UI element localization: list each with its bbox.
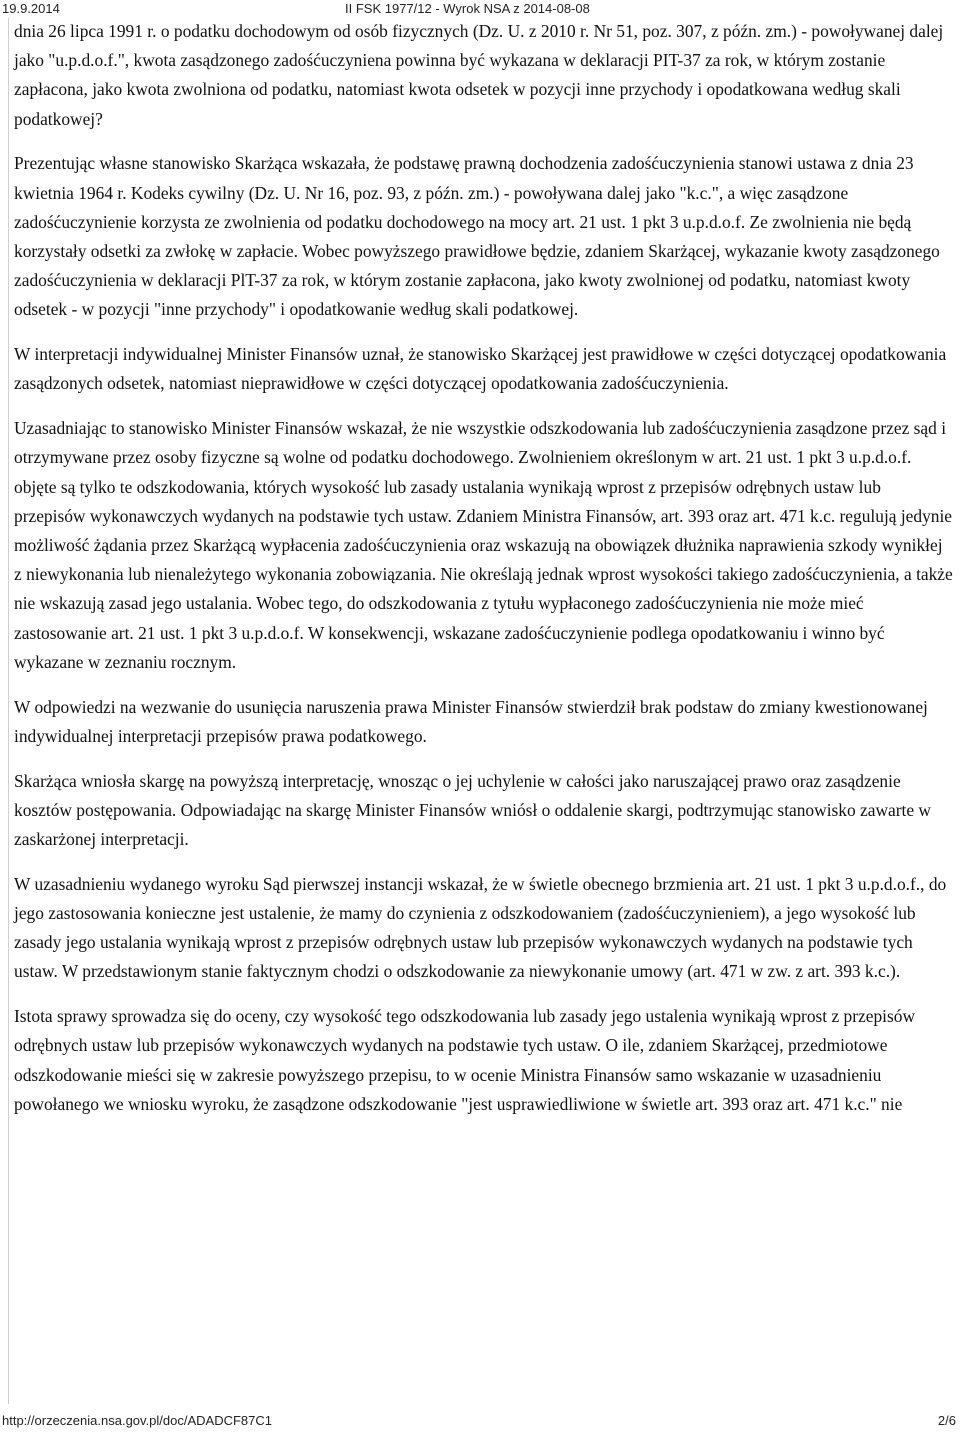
paragraph-7: W uzasadnieniu wydanego wyroku Sąd pierwszej instancji wskazał, że w świetle obecnego brzmienia art. 21 ust. 1 pkt 3 u.p.d.o.f., do jego zastosowania konieczne jest ustalenie, że mamy do czynienia z odszkodowaniem (zadośćuczynieniem), a jego wysokość lub zasady jego ustalania wynikają wprost z przepisów odrębnych ustaw lub przepisów wykonawczych wydanych na podstawie tych ustaw. W przedstawionym stanie faktycznym chodzi o odszkodowanie za niewykonanie umowy (art. 471 w zw. z art. 393 k.c.). xyxy=(14,873,947,982)
source-url[interactable]: http://orzeczenia.nsa.gov.pl/doc/ADADCF87C1 xyxy=(2,1413,273,1428)
page-number: 2/6 xyxy=(937,1413,956,1428)
paragraph-8: Istota sprawy sprowadza się do oceny, czy wysokość tego odszkodowania lub zasady jego ustalenia wynikają wprost z przepisów odrębnych ustaw lub przepisów wykonawczych wydanych na podstawie tych ustaw. O ile, zdaniem Skarżącej, przedmiotowe odszkodowanie mieści się w zakresie powyższego przepisu, to w ocenie Ministra Finansów samo wskazanie w uzasadnieniu powołanego we wniosku wyroku, że zasądzone odszkodowanie "jest usprawiedliwione w świetle art. 393 oraz art. 471 k.c." nie xyxy=(14,1006,916,1114)
paragraph-2: Prezentując własne stanowisko Skarżąca wskazała, że podstawę prawną dochodzenia zadośćuczynienia stanowi ustawa z dnia 23 kwietnia 1964 r. Kodeks cywilny (Dz. U. Nr 16, poz. 93, z późn. zm.) - powoływana dalej jako "k.c.", a więc zasądzone zadośćuczynienie korzysta ze zwolnienia od podatku dochodowego na mocy art. 21 ust. 1 pkt 3 u.p.d.o.f. Ze zwolnienia nie będą korzystały odsetki za zwłokę w zapłacie. Wobec powyższego prawidłowe będzie, zdaniem Skarżącej, wykazanie kwoty zasądzonego zadośćuczynienia w deklaracji PlT-37 za rok, w którym zostanie zapłacona, jako kwoty zwolnionej od podatku, natomiast kwoty odsetek - w pozycji "inne przychody" i opodatkowanie według skali podatkowej. xyxy=(14,153,940,320)
paragraph-3: W interpretacji indywidualnej Minister Finansów uznał, że stanowisko Skarżącej jest prawidłowe w części dotyczącej opodatkowania zasądzonych odsetek, natomiast nieprawidłowe w części dotyczącej opodatkowania zadośćuczynienia. xyxy=(14,344,947,394)
paragraph-4: Uzasadniając to stanowisko Minister Finansów wskazał, że nie wszystkie odszkodowania lub zadośćuczynienia zasądzone przez sąd i otrzymywane przez osoby fizyczne są wolne od podatku dochodowego. Zwolnieniem określonym w art. 21 ust. 1 pkt 3 u.p.d.o.f. objęte są tylko te odszkodowania, których wysokość lub zasady ustalania wynikają wprost z przepisów odrębnych ustaw lub przepisów wykonawczych wydanych na podstawie tych ustaw. Zdaniem Ministra Finansów, art. 393 oraz art. 471 k.c. regulują jedynie możliwość żądania przez Skarżącą wypłacenia zadośćuczynienia oraz wskazują na obowiązek dłużnika naprawienia szkody wynikłej z niewykonania lub nienależytego wykonania zobowiązania. Nie określają jednak wprost wysokości takiego zadośćuczynienia, a także nie wskazują zasad jego ustalania. Wobec tego, do odszkodowania z tytułu wypłaconego zadośćuczynienia nie może mieć zastosowanie art. 21 ust. 1 pkt 3 u.p.d.o.f. W konsekwencji, wskazane zadośćuczynienie podlega opodatkowaniu i winno być wykazane w zeznaniu rocznym. xyxy=(14,418,953,672)
judgment-text xyxy=(8,18,954,1404)
paragraph-1: dnia 26 lipca 1991 r. o podatku dochodowym od osób fizycznych (Dz. U. z 2010 r. Nr 51, poz. 307, z późn. zm.) - powoływanej dalej jako "u.p.d.o.f.", kwota zasądzonego zadośćuczyniena powinna być wykazana w deklaracji PIT-37 za rok, w którym zostanie zapłacona, jako kwota zwolniona od podatku, natomiast kwota odsetek w pozycji inne przychody i opodatkowana według skali podatkowej? xyxy=(14,21,944,129)
paragraph-6: Skarżąca wniosła skargę na powyższą interpretację, wnosząc o jej uchylenie w całości jako naruszającej prawo oraz zasądzenie kosztów postępowania. Odpowiadając na skargę Minister Finansów wniósł o oddalenie skargi, podtrzymując stanowisko zawarte w zaskarżonej interpretacji. xyxy=(14,770,931,850)
paragraph-5: W odpowiedzi na wezwanie do usunięcia naruszenia prawa Minister Finansów stwierdził brak podstaw do zmiany kwestionowanej indywidualnej interpretacji przepisów prawa podatkowego. xyxy=(14,696,928,746)
page-header xyxy=(0,0,960,18)
page-footer xyxy=(0,1412,960,1432)
print-date: 19.9.2014 xyxy=(2,1,60,16)
document-title: II FSK 1977/12 - Wyrok NSA z 2014-08-08 xyxy=(345,1,590,16)
